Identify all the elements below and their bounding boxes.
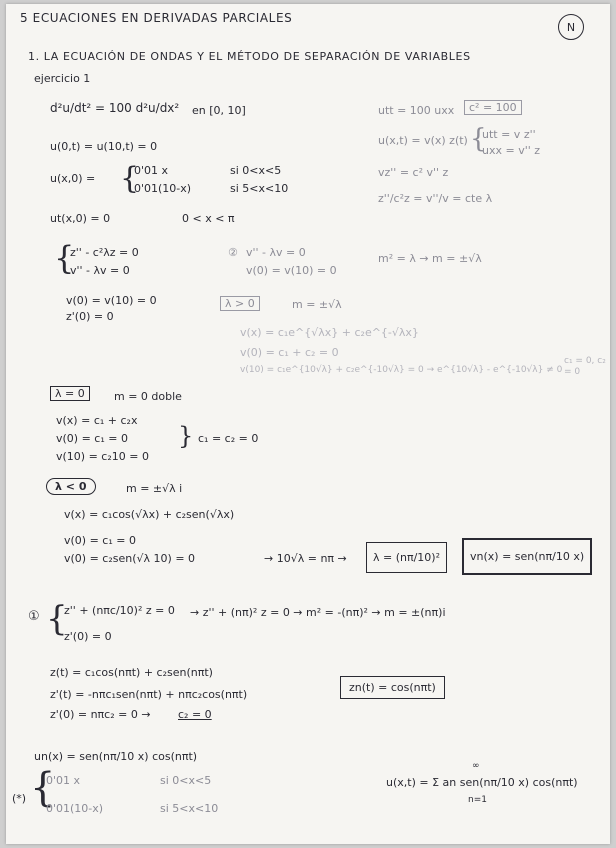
- ic-case-1: 0'01 x: [134, 164, 169, 177]
- domain: en [0, 10]: [192, 104, 246, 117]
- case-pos-roots: m = ±√λ: [292, 298, 342, 311]
- c-squared-box: c² = 100: [464, 100, 522, 115]
- case-pos-conclusion: c₁ = 0, c₂ = 0: [564, 356, 606, 377]
- z-general: z(t) = c₁cos(nπt) + c₂sen(nπt): [50, 666, 213, 679]
- notebook-page: [6, 4, 610, 844]
- example-label: ejercicio 1: [34, 72, 91, 85]
- case-zero-tag: λ = 0: [50, 386, 90, 401]
- brace-ic: {: [120, 161, 140, 196]
- z-derivative: z'(t) = -nπc₁sen(nπt) + nπc₂cos(nπt): [50, 688, 248, 701]
- case-neg-v0: v(0) = c₁ = 0: [64, 534, 136, 547]
- case-pos-v10: v(10) = c₁e^{10√λ} + c₂e^{-10√λ} = 0 → e^{10√λ} - e^{-10√λ} ≠ 0: [240, 365, 563, 375]
- zn-box: zn(t) = cos(nπt): [340, 676, 445, 699]
- case-zero-v10: v(10) = c₂10 = 0: [56, 450, 149, 463]
- case-neg-roots: m = ±√λ i: [126, 482, 183, 495]
- initial-velocity: ut(x,0) = 0: [50, 212, 111, 225]
- vn-box: vn(x) = sen(nπ/10 x): [462, 538, 592, 575]
- wave-eq-note: utt = 100 uxx: [378, 104, 455, 117]
- case-neg-v10: v(0) = c₂sen(√λ 10) = 0: [64, 552, 196, 565]
- final-case-2: 0'01(10-x): [46, 802, 104, 815]
- final-case-1: 0'01 x: [46, 774, 81, 787]
- case-pos-tag: λ > 0: [220, 296, 260, 311]
- pde: d²u/dt² = 100 d²u/dx²: [50, 101, 180, 115]
- case-zero-conclusion: c₁ = c₂ = 0: [198, 432, 259, 445]
- series-solution: u(x,t) = Σ an sen(nπ/10 x) cos(nπt): [386, 776, 578, 789]
- c2-result: c₂ = 0: [178, 708, 212, 721]
- case-pos-bc: v(0) = v(10) = 0: [246, 264, 337, 277]
- brace-derivs: {: [470, 124, 487, 154]
- page-number: N: [558, 14, 584, 40]
- case-zero-v0: v(0) = c₁ = 0: [56, 432, 128, 445]
- z-ode: z'' + (nπc/10)² z = 0: [64, 604, 175, 617]
- section-heading: 1. LA ECUACIÓN DE ONDAS Y EL MÉTODO DE SEPARACIÓN DE VARIABLES: [28, 50, 471, 63]
- z-derivative-at-0: z'(0) = nπc₂ = 0 →: [50, 708, 151, 721]
- z-ic: z'(0) = 0: [64, 630, 112, 643]
- page-title: 5 ECUACIONES EN DERIVADAS PARCIALES: [20, 11, 293, 25]
- case-zero-roots: m = 0 doble: [114, 390, 182, 403]
- characteristic-eq: m² = λ → m = ±√λ: [378, 252, 482, 265]
- series-lower-limit: n=1: [468, 795, 487, 805]
- un-solution: un(x) = sen(nπ/10 x) cos(nπt): [34, 750, 198, 763]
- case-pos-eq: v'' - λv = 0: [246, 246, 306, 259]
- ode-v: v'' - λv = 0: [70, 264, 130, 277]
- case-pos-sol: v(x) = c₁e^{√λx} + c₂e^{-√λx}: [240, 326, 419, 339]
- derivs-t: utt = v z'': [482, 128, 536, 141]
- case-zero-sol: v(x) = c₁ + c₂x: [56, 414, 138, 427]
- case-neg-arrow: → 10√λ = nπ →: [264, 552, 347, 565]
- ic-z: z'(0) = 0: [66, 310, 114, 323]
- series-upper-limit: ∞: [472, 761, 480, 771]
- ratio-note: z''/c²z = v''/v = cte λ: [378, 192, 493, 205]
- brace-case-zero: }: [178, 422, 194, 450]
- case-pos-number: ②: [228, 246, 238, 259]
- ic-case-2: 0'01(10-x): [134, 182, 192, 195]
- ic-cond-2: si 5<x<10: [230, 182, 289, 195]
- lambda-box: λ = (nπ/10)²: [366, 542, 447, 573]
- ode-z: z'' - c²λz = 0: [70, 246, 139, 259]
- derivs-x: uxx = v'' z: [482, 144, 541, 157]
- case-pos-v0: v(0) = c₁ + c₂ = 0: [240, 346, 339, 359]
- z-part-number: ①: [28, 609, 40, 624]
- boundary-conditions: u(0,t) = u(10,t) = 0: [50, 140, 158, 153]
- initial-velocity-domain: 0 < x < π: [182, 212, 235, 225]
- initial-condition-label: u(x,0) =: [50, 172, 96, 185]
- separation-note: u(x,t) = v(x) z(t): [378, 134, 468, 147]
- star-tag: (*): [12, 792, 27, 805]
- brace-odes: {: [54, 239, 75, 277]
- final-cond-2: si 5<x<10: [160, 802, 219, 815]
- brace-final: {: [30, 765, 56, 811]
- z-ode-reduced: → z'' + (nπ)² z = 0 → m² = -(nπ)² → m = ±(nπ)i: [190, 606, 446, 619]
- case-neg-sol: v(x) = c₁cos(√λx) + c₂sen(√λx): [64, 508, 235, 521]
- case-neg-tag: λ < 0: [46, 478, 96, 495]
- bc-v: v(0) = v(10) = 0: [66, 294, 157, 307]
- brace-z: {: [46, 599, 68, 639]
- ic-cond-1: si 0<x<5: [230, 164, 282, 177]
- final-cond-1: si 0<x<5: [160, 774, 212, 787]
- substitution-note: vz'' = c² v'' z: [378, 166, 449, 179]
